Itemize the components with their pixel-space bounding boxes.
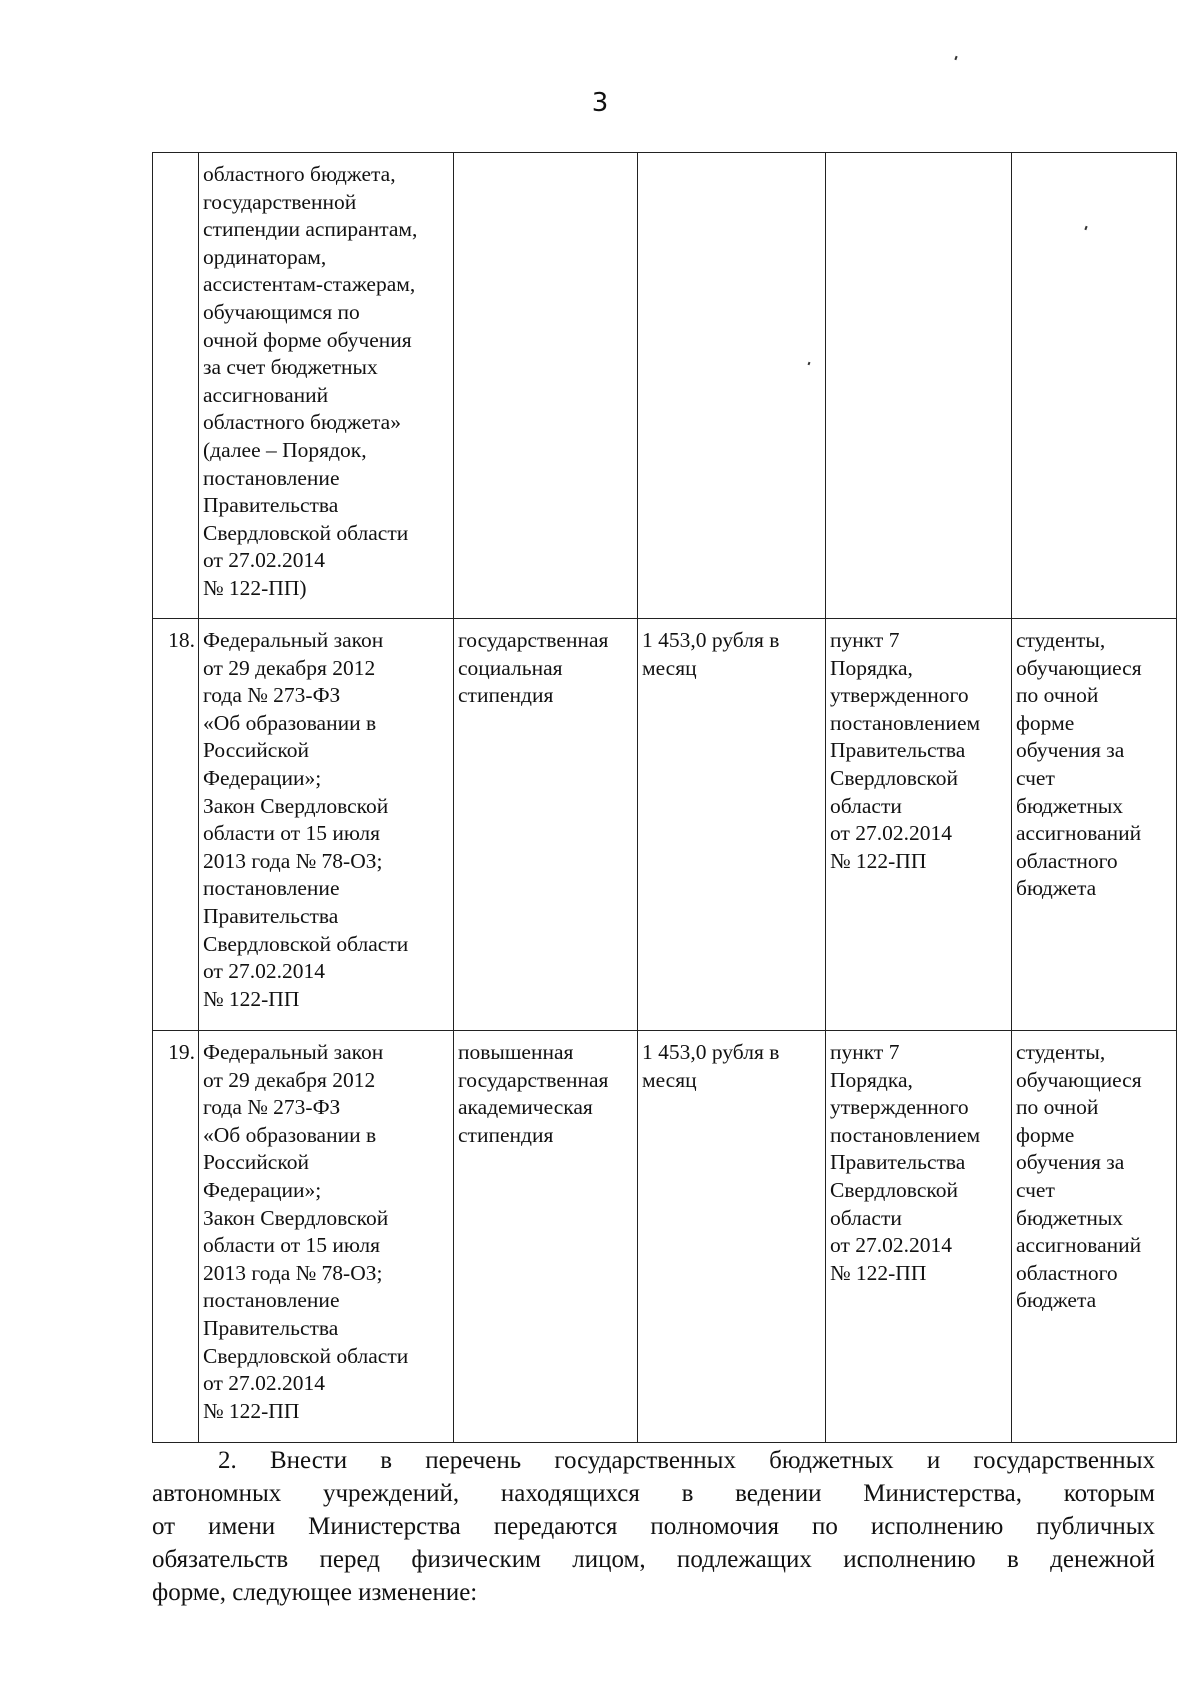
cell-text-line: ассигнований [203, 382, 329, 407]
procedure-clause-cell [826, 619, 1012, 1031]
cell-text-line: стипендия [458, 1122, 554, 1147]
cell-text-line: области от 15 июля [203, 1233, 381, 1258]
cell-text-line: № 122-ПП [830, 848, 927, 873]
paragraph-line: от имени Министерства передаются полномочия по исполнению публичных [152, 1513, 1155, 1540]
payment-type-cell [454, 619, 638, 1031]
cell-text-line: форме [1016, 1122, 1075, 1147]
cell-text-line: студенты, [1016, 1040, 1106, 1064]
cell-text-line: областного бюджета» [203, 410, 401, 435]
cell-text-line: Федеральный закон [203, 1040, 384, 1064]
cell-text-line: 2013 года № 78-ОЗ; [203, 848, 383, 873]
legal-basis-cell [199, 1031, 454, 1443]
cell-text-line: Свердловской [830, 1177, 958, 1202]
cell-text-line: государственной [203, 189, 357, 214]
cell-text-line: Федеральный закон [203, 628, 384, 652]
cell-text-line: государственная [458, 1067, 609, 1092]
cell-text-line: утвержденного [830, 1095, 969, 1120]
cell-text-line: обучения за [1016, 1150, 1125, 1175]
cell-text-line: «Об образовании в [203, 1122, 377, 1147]
cell-text-line: Федерации»; [203, 1177, 322, 1202]
cell-text-line: Свердловской [830, 765, 958, 790]
cell-text-line: месяц [642, 1067, 697, 1092]
cell-text-line: Правительства [203, 1315, 339, 1340]
cell-text-line: повышенная [458, 1040, 574, 1064]
cell-text-line: от 29 декабря 2012 [203, 1067, 376, 1092]
cell-text-line: постановлением [830, 1122, 981, 1147]
row-number: 19. [153, 1031, 199, 1443]
paragraph-line: форме, следующее изменение: [152, 1579, 478, 1606]
cell-text-line: бюджета [1016, 1288, 1097, 1313]
cell-text-line: № 122-ПП [203, 986, 300, 1011]
paragraph-line: обязательств перед физическим лицом, подлежащих исполнению в денежной [152, 1546, 1155, 1573]
paragraph-line: 2. Внести в перечень государственных бюджетных и государственных [218, 1447, 1155, 1474]
cell-text-line: государственная [458, 628, 609, 652]
cell-text-line: за счет бюджетных [203, 355, 378, 380]
cell-text-line: очной форме обучения [203, 327, 412, 352]
cell-text-line: форме [1016, 710, 1075, 735]
cell-text-line: «Об образовании в [203, 710, 377, 735]
cell-text-line: Порядка, [830, 1067, 913, 1092]
cell-text-line: бюджетных [1016, 1205, 1124, 1230]
payment-amount-cell [638, 153, 826, 619]
cell-text-line: счет [1016, 1177, 1055, 1202]
cell-text-line: обучающиеся [1016, 1067, 1142, 1092]
cell-text-line: по очной [1016, 683, 1099, 708]
cell-text-line: Российской [203, 1150, 309, 1175]
procedure-clause-cell [826, 1031, 1012, 1443]
cell-text-line: Свердловской области [203, 931, 409, 956]
scan-speck [954, 56, 957, 60]
amendment-paragraph [152, 1444, 1155, 1609]
cell-text-line: Правительства [830, 738, 966, 763]
cell-text-line: постановление [203, 1288, 340, 1313]
cell-text-line: Федерации»; [203, 765, 322, 790]
cell-text-line: Свердловской области [203, 1343, 409, 1368]
cell-text-line: Правительства [203, 493, 339, 518]
cell-text-line: бюджета [1016, 876, 1097, 901]
procedure-clause-cell [826, 153, 1012, 619]
recipients-cell [1012, 153, 1177, 619]
cell-text-line: обучающиеся [1016, 655, 1142, 680]
cell-text-line: Российской [203, 738, 309, 763]
cell-text-line: области [830, 1205, 902, 1230]
cell-text-line: от 27.02.2014 [203, 548, 325, 573]
cell-text-line: стипендия [458, 683, 554, 708]
cell-text-line: Порядка, [830, 655, 913, 680]
cell-text-line: от 27.02.2014 [830, 821, 952, 846]
cell-text-line: области от 15 июля [203, 821, 381, 846]
cell-text-line: года № 273-ФЗ [203, 1095, 341, 1120]
cell-text-line: бюджетных [1016, 793, 1124, 818]
cell-text-line: Свердловской области [203, 520, 409, 545]
cell-text-line: постановление [203, 465, 340, 490]
cell-text-line: Закон Свердловской [203, 1205, 389, 1230]
cell-text-line: Закон Свердловской [203, 793, 389, 818]
cell-text-line: (далее – Порядок, [203, 437, 367, 462]
legal-basis-cell [199, 153, 454, 619]
table-row [153, 153, 1177, 619]
cell-text-line: 1 453,0 рубля в [642, 628, 780, 652]
cell-text-line: стипендии аспирантам, [203, 217, 418, 242]
row-number: 18. [153, 619, 199, 1031]
cell-text-line: по очной [1016, 1095, 1099, 1120]
legal-basis-cell [199, 619, 454, 1031]
cell-text-line: Правительства [203, 903, 339, 928]
recipients-cell [1012, 1031, 1177, 1443]
payment-amount-cell [638, 1031, 826, 1443]
payment-amount-cell [638, 619, 826, 1031]
page-number: 3 [591, 88, 609, 118]
cell-text-line: ассистентам-стажерам, [203, 272, 416, 297]
cell-text-line: ассигнований [1016, 1233, 1142, 1258]
payment-type-cell [454, 153, 638, 619]
cell-text-line: областного бюджета, [203, 162, 396, 186]
cell-text-line: от 27.02.2014 [203, 959, 325, 984]
cell-text-line: 1 453,0 рубля в [642, 1040, 780, 1064]
cell-text-line: области [830, 793, 902, 818]
cell-text-line: ординаторам, [203, 244, 327, 269]
cell-text-line: № 122-ПП [203, 1398, 300, 1423]
cell-text-line: от 27.02.2014 [203, 1371, 325, 1396]
cell-text-line: года № 273-ФЗ [203, 683, 341, 708]
cell-text-line: областного [1016, 1260, 1118, 1285]
cell-text-line: 2013 года № 78-ОЗ; [203, 1260, 383, 1285]
table-row [153, 1031, 1177, 1443]
cell-text-line: пункт 7 [830, 628, 900, 652]
cell-text-line: № 122-ПП) [203, 575, 307, 600]
cell-text-line: № 122-ПП [830, 1260, 927, 1285]
cell-text-line: счет [1016, 765, 1055, 790]
payments-table [152, 152, 1177, 1443]
cell-text-line: постановление [203, 876, 340, 901]
cell-text-line: социальная [458, 655, 563, 680]
cell-text-line: утвержденного [830, 683, 969, 708]
row-number [153, 153, 199, 619]
paragraph-line: автономных учреждений, находящихся в ведении Министерства, которым [152, 1480, 1155, 1507]
cell-text-line: студенты, [1016, 628, 1106, 652]
cell-text-line: обучающимся по [203, 299, 360, 324]
cell-text-line: ассигнований [1016, 821, 1142, 846]
table-row [153, 619, 1177, 1031]
cell-text-line: обучения за [1016, 738, 1125, 763]
cell-text-line: от 27.02.2014 [830, 1233, 952, 1258]
recipients-cell [1012, 619, 1177, 1031]
cell-text-line: от 29 декабря 2012 [203, 655, 376, 680]
cell-text-line: академическая [458, 1095, 593, 1120]
cell-text-line: Правительства [830, 1150, 966, 1175]
cell-text-line: месяц [642, 655, 697, 680]
cell-text-line: областного [1016, 848, 1118, 873]
cell-text-line: пункт 7 [830, 1040, 900, 1064]
payment-type-cell [454, 1031, 638, 1443]
cell-text-line: постановлением [830, 710, 981, 735]
